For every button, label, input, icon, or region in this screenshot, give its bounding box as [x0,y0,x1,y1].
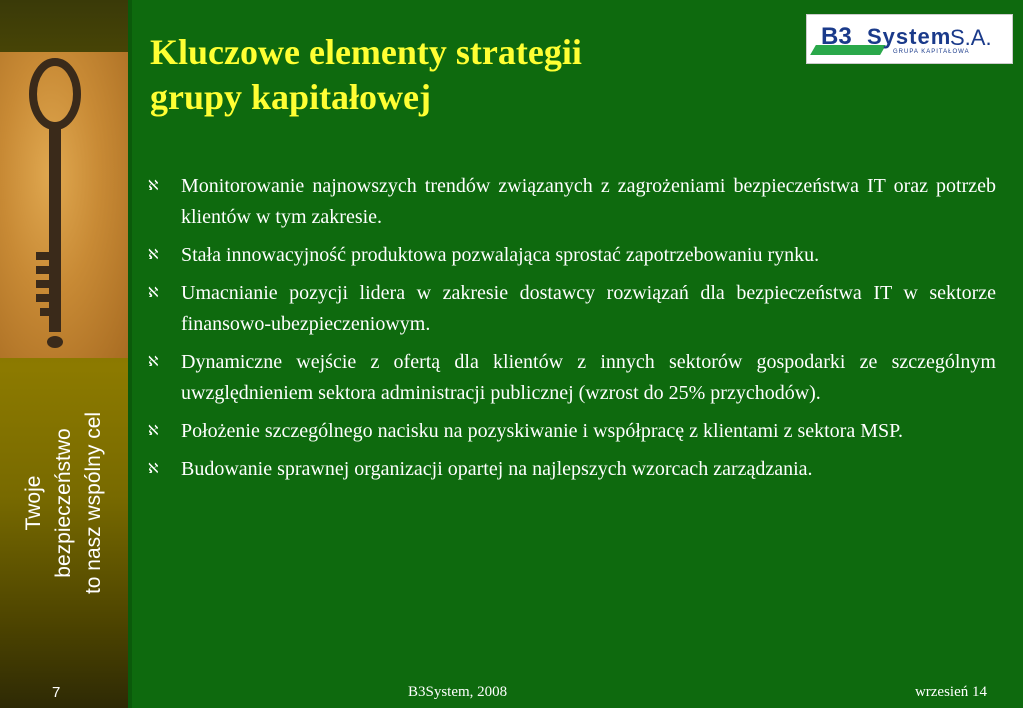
slide-title [150,30,790,120]
bullet-text: Umacnianie pozycji lidera w zakresie dostawcy rozwiązań dla bezpieczeństwa IT w sektorze finansowo-ubezpieczeniowym. [181,282,996,335]
bullet-item [148,416,996,447]
logo-sa: S.A. [950,25,992,50]
sidebar [0,0,128,708]
bullet-icon: ℵ [148,285,159,301]
bullet-icon: ℵ [148,354,159,370]
bullet-item [148,347,996,409]
slogan-line: Twoje [22,475,45,531]
key-icon [0,52,128,358]
bullet-item [148,278,996,340]
logo-b3: B3 [821,23,852,50]
logo-tagline: GRUPA KAPITAŁOWA [893,49,970,55]
bullet-text: Budowanie sprawnej organizacji opartej na najlepszych wzorcach zarządzania. [181,458,813,480]
slogan-line: bezpieczeństwo [52,428,75,578]
title-line: Kluczowe elementy strategii [150,32,582,72]
bullet-text: Stała innowacyjność produktowa pozwalająca sprostać zapotrzebowaniu rynku. [181,244,820,266]
bullet-icon: ℵ [148,247,159,263]
bullet-list [148,171,996,492]
footer-date: wrzesień 14 [914,684,987,700]
bullet-item [148,240,996,271]
bullet-item [148,454,996,485]
bullet-icon: ℵ [148,423,159,439]
slogan-line: to nasz wspólny cel [82,411,105,595]
bullet-item [148,171,996,233]
key-image [0,52,128,358]
bullet-text: Położenie szczególnego nacisku na pozyskiwanie i współpracę z klientami z sektora MSP. [181,420,904,442]
bullet-icon: ℵ [148,178,159,194]
bullet-text: Dynamiczne wejście z ofertą dla klientów z innych sektorów gospodarki ze szczególnym uwzględnieniem sektora administracji publicznej (wzrost do 25% przychodów). [181,351,996,404]
title-line: grupy kapitałowej [150,77,432,117]
bullet-icon: ℵ [148,461,159,477]
slogan [8,358,120,648]
company-logo [806,14,1013,64]
logo-system: System [867,24,952,49]
bullet-text: Monitorowanie najnowszych trendów związanych z zagrożeniami bezpieczeństwa IT oraz potrzeb klientów w tym zakresie. [181,175,996,228]
footer-company: B3System, 2008 [408,684,508,700]
slide-number: 7 [52,684,61,701]
divider [128,0,132,708]
